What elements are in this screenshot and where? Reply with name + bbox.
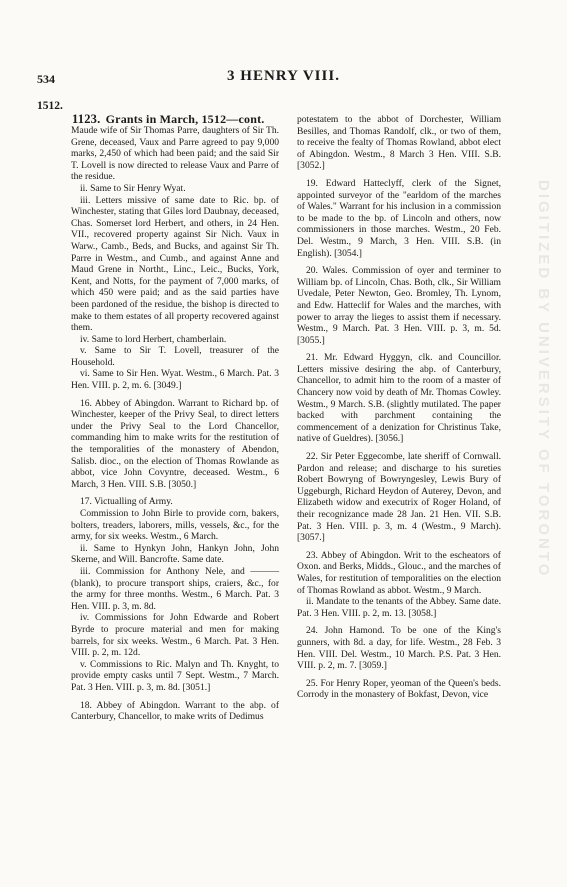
paragraph: ii. Same to Hynkyn John, Hankyn John, John Skerne, and Will. Bancrofte. Same date. xyxy=(71,542,279,566)
left-column xyxy=(71,125,279,723)
paragraph: Maude wife of Sir Thomas Parre, daughters of Sir Th. Grene, deceased, Vaux and Parre agreed to pay 9,000 marks, 2,450 of which had been paid; and the said Sir T. Lovell is now directed to release Vaux and Parre of the residue. xyxy=(71,125,279,183)
paragraph: v. Commissions to Ric. Malyn and Th. Knyght, to provide empty casks until 7 Sept. Westm., 7 March. Pat. 3 Hen. VIII. p. 3, m. 8d. [3051.] xyxy=(71,658,279,693)
paragraph: iii. Commission for Anthony Nele, and ——— (blank), to procure transport ships, craiers, &c., for the army for three months. Westm., 6 March. Pat. 3 Hen. VIII. p. 3, m. 8d. xyxy=(71,565,279,612)
entry-paragraph: 17. Victualling of Army. xyxy=(80,496,173,508)
paragraph: potestatem to the abbot of Dorchester, William Besilles, and Thomas Randolf, clk., or two of them, to receive the fealty of Thomas Rowland, abbot elect of Abingdon. Westm., 8 March 3 Hen. VIII. S.B. [3052.] xyxy=(297,114,501,172)
section-title: Grants in March, 1512—cont. xyxy=(105,112,265,126)
right-column xyxy=(297,114,501,701)
section-number: 1123. xyxy=(72,112,101,126)
entry-paragraph: 16. Abbey of Abingdon. Warrant to Richard bp. of Winchester, keeper of the Privy Seal, to direct letters under the Privy Seal to the Lord Chancellor, commanding him to make writs for the restitution of the temporalities of the monastery of Abendon, Salisb. dioc., on the election of Thomas Rowlande as abbot, vice John Covyntre, deceased. Westm., 6 March, 3 Hen. VIII. S.B. [3050.] xyxy=(71,397,279,490)
paragraph: iii. Letters missive of same date to Ric. bp. of Winchester, stating that Giles lord Daubnay, deceased, Chas. Somerset lord Herbert, and others, in 24 Hen. VII., recovered property against Sir Nich. Vaux in Warw., Camb., Beds, and Bucks, and against Sir Th. Parre in Westm., and Cumb., and against Anne and Maud Grene in Northt., Linc., Leic., Bucks, York, Kent, and Notts, for the payment of 7,000 marks, of which 450 were paid; and as the said parties have been pardoned of the residue, the bishop is directed to make to them estates of all property recovered against them. xyxy=(71,194,279,334)
page-number: 534 xyxy=(37,72,55,86)
paragraph: vi. Same to Sir Hen. Wyat. Westm., 6 March. Pat. 3 Hen. VIII. p. 2, m. 6. [3049.] xyxy=(71,368,279,392)
entry-paragraph: 19. Edward Hatteclyff, clerk of the Signet, appointed surveyor of the "earldom of the marches of Wales." Warrant for his inclusion in a commission to be made to the bp. of Lincoln and others, now commissioners in those marches. Westm., 20 Feb. Del. Westm., 9 March, 3 Hen. VIII. S.B. (in English). [3054.] xyxy=(297,177,501,259)
entry-paragraph: 22. Sir Peter Eggecombe, late sheriff of Cornwall. Pardon and release; and discharge to his sureties Robert Bowryng of Bowryngesley, Lewis Bury of Uggeburgh, Richard Heydon of Auterey, Devon, and Elizabeth widow and executrix of Roger Holand, of their recognizance made 28 Jan. 21 Hen. VII. S.B. Pat. 3 Hen. VIII. p. 3, m. 4 (Westm., 9 March). [3057.] xyxy=(297,451,501,544)
running-title: 3 HENRY VIII. xyxy=(227,68,340,84)
entry-paragraph: 18. Abbey of Abingdon. Warrant to the abp. of Canterbury, Chancellor, to make writs of Dedimus xyxy=(71,699,279,723)
entry-paragraph: 24. John Hamond. To be one of the King's gunners, with 8d. a day, for life. Westm., 28 Feb. 3 Hen. VIII. Del. Westm., 10 March. P.S. Pat. 3 Hen. VIII. p. 2, m. 7. [3059.] xyxy=(297,625,501,672)
library-watermark: DIGITIZED BY UNIVERSITY OF TORONTO xyxy=(535,180,552,579)
paragraph: ii. Same to Sir Henry Wyat. xyxy=(80,182,186,194)
paragraph: Commission to John Birle to provide corn, bakers, bolters, treaders, laborers, mills, vessels, &c., for the army, for six weeks. Westm., 6 March. xyxy=(71,508,279,543)
year-margin: 1512. xyxy=(37,100,63,112)
paragraph: ii. Mandate to the tenants of the Abbey. Same date. Pat. 3 Hen. VIII. p. 2, m. 13. [3058.] xyxy=(297,596,501,619)
paragraph: iv. Same to lord Herbert, chamberlain. xyxy=(80,333,227,345)
entry-paragraph: 20. Wales. Commission of oyer and terminer to William bp. of Lincoln, Chas. Both, clk., Sir William Uvedale, Peter Newton, Geo. Bromley, Th. Lynom, and Edw. Hatteclif for Wales and the marches, with power to array the lieges to assist them if necessary. Westm., 9 March. Pat. 3 Hen. VIII. p. 3, m. 5d. [3055.] xyxy=(297,265,501,346)
paragraph: v. Same to Sir T. Lovell, treasurer of the Household. xyxy=(71,345,279,368)
entry-paragraph: 23. Abbey of Abingdon. Writ to the escheators of Oxon. and Berks, Midds., Glouc., and the marches of Wales, for restitution of temporalities on the election of Thomas Rowland as abbot. Westm., 9 March. xyxy=(297,549,501,596)
paragraph: iv. Commissions for John Edwarde and Robert Byrde to procure material and men for making barrels, for six weeks. Westm., 6 March. Pat. 3 Hen. VIII. p. 2, m. 12d. xyxy=(71,612,279,659)
entry-paragraph: 21. Mr. Edward Hyggyn, clk. and Councillor. Letters missive desiring the abp. of Canterbury, Chancellor, to admit him to the room of a master of Chancery now void by death of Mr. Thomas Cowley. Westm., 9 March. S.B. (slightly mutilated. The paper backed with parchment containing the commencement of a denization for Christinus Take, native of Gueldres). [3056.] xyxy=(297,352,501,445)
entry-paragraph: 25. For Henry Roper, yeoman of the Queen's beds. Corrody in the monastery of Bokfast, Devon, vice xyxy=(297,677,501,701)
